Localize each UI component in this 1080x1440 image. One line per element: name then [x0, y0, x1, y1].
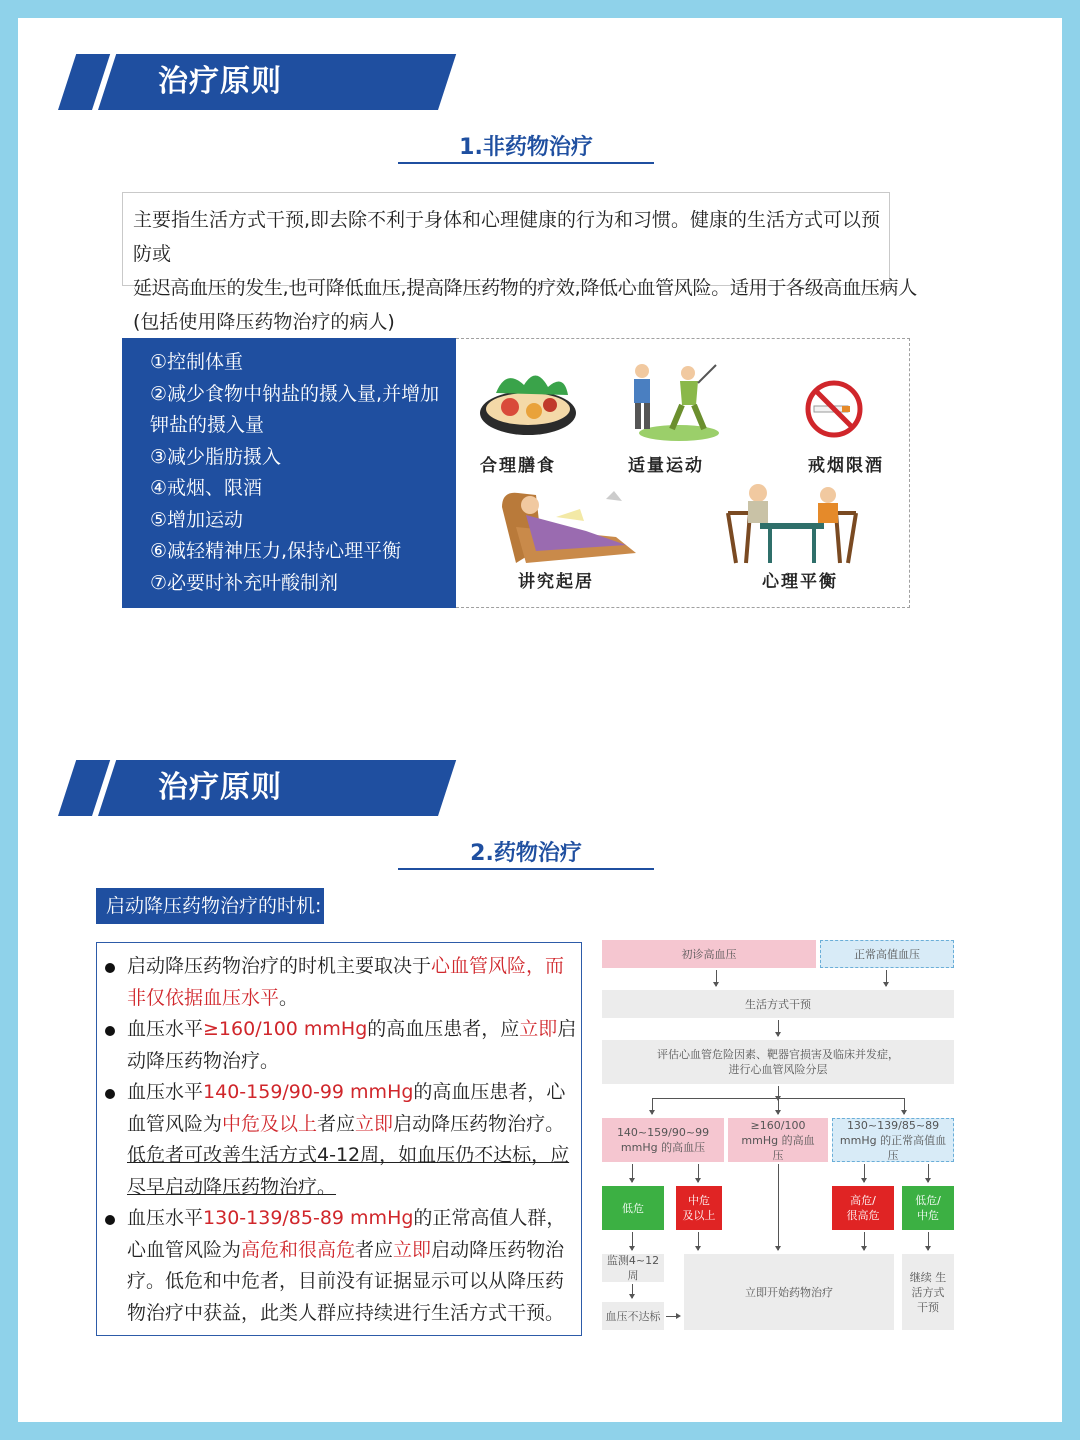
- flow-arrow: [904, 1098, 905, 1114]
- measure-item: 钾盐的摄入量: [150, 414, 265, 436]
- diet-illustration: [476, 363, 580, 439]
- section1-title: 治疗原则: [158, 64, 282, 99]
- bullet-text: [127, 1018, 576, 1072]
- flow-mid-or-above: 中危 及以上: [676, 1186, 722, 1230]
- bullet-segment: 130-139/85-89 mmHg: [203, 1207, 414, 1229]
- bullet-segment: 启动降压药物治疗。低危和中危者，目前没有证据显示可以从降压药物治疗中获益，此类人群应持续进行生活方式干预。: [127, 1238, 565, 1324]
- bullet-segment: 的正常高值人群，心血管风险为: [127, 1207, 566, 1261]
- diet-label: 合理膳食: [480, 456, 556, 476]
- flow-arrow: [864, 1164, 865, 1182]
- exercise-label: 适量运动: [628, 456, 704, 476]
- flow-continue-lifestyle: 继续 生活方式 干预: [902, 1254, 954, 1330]
- flow-arrow: [652, 1098, 653, 1114]
- timing-bullets: [96, 942, 582, 1336]
- flow-monitor: 监测4~12周: [602, 1254, 664, 1282]
- no-smoking-icon: [802, 379, 866, 439]
- mental-balance-illustration: [724, 483, 864, 567]
- section2-header: [58, 760, 458, 816]
- measure-item: ③减少脂肪摄入: [150, 445, 282, 468]
- bullet-dot: [105, 1089, 115, 1099]
- flow-initial-htn: 初诊高血压: [602, 940, 816, 968]
- bullet-item: [105, 1077, 577, 1203]
- bullet-segment: 血压水平: [127, 1018, 204, 1040]
- section2-subtitle: 2.药物治疗: [470, 841, 582, 866]
- bullet-segment: 启动降压药物治疗的时机主要取决于: [127, 955, 432, 977]
- page: [18, 18, 1062, 1422]
- intro-line: (包括使用降压药物治疗的病人): [133, 311, 395, 333]
- intro-line: 延迟高血压的发生,也可降低血压,提高降压药物的疗效,降低心血管风险。适用于各级高血压病人: [133, 277, 917, 299]
- flow-assess: 评估心血管危险因素、靶器官损害及临床并发症，进行心血管风险分层: [602, 1040, 954, 1084]
- flow-arrow: [778, 1164, 779, 1250]
- bullet-segment: 者应: [355, 1238, 394, 1261]
- bullet-dot: [105, 963, 115, 973]
- exercise-illustration: [624, 359, 724, 443]
- flow-arrow: [928, 1164, 929, 1182]
- flow-arrow: [778, 1020, 779, 1036]
- bullet-segment: 启动降压药物治疗。: [393, 1112, 565, 1135]
- flow-arrow: [716, 970, 717, 986]
- measure-item: ①控制体重: [150, 351, 244, 373]
- mental-label: 心理平衡: [762, 572, 838, 592]
- flow-grade1: 140~159/90~99 mmHg 的高血压: [602, 1118, 724, 1162]
- section1-header: [58, 54, 458, 110]
- flow-normal-high-range: 130~139/85~89 mmHg 的正常高值血压: [832, 1118, 954, 1162]
- flow-bp-not-reached: 血压不达标: [602, 1302, 664, 1330]
- bullet-segment: 的高血压患者，心血管风险为: [127, 1081, 566, 1135]
- bullet-segment: 高危和很高危: [241, 1238, 356, 1261]
- flow-grade2: ≥160/100 mmHg 的高血压: [728, 1118, 828, 1162]
- bullet-segment: ≥160/100 mmHg: [203, 1018, 368, 1040]
- bullet-dot: [105, 1026, 115, 1036]
- bullet-segment: 中危及以上: [222, 1112, 318, 1135]
- section1-subtitle: 1.非药物治疗: [459, 135, 593, 160]
- flow-arrow: [864, 1232, 865, 1250]
- flow-normal-high: 正常高值血压: [820, 940, 954, 968]
- intro-paragraph: [122, 192, 917, 333]
- rest-label: 讲究起居: [518, 572, 594, 592]
- no-smoking-label: 戒烟限酒: [808, 456, 884, 476]
- bullet-segment: 启动降压药物治疗。: [127, 1018, 577, 1072]
- measure-item: ⑦必要时补充叶酸制剂: [150, 571, 339, 594]
- measure-item: ⑥减轻精神压力,保持心理平衡: [150, 540, 402, 562]
- flow-arrowhead: [676, 1313, 681, 1319]
- flow-start-drug: 立即开始药物治疗: [684, 1254, 894, 1330]
- bullet-segment: 者应: [317, 1112, 356, 1135]
- flow-high-risk: 高危/ 很高危: [832, 1186, 894, 1230]
- subtitle-underline: [398, 162, 654, 164]
- bullet-segment: 立即: [519, 1018, 558, 1040]
- bullet-segment: 低危者可改善生活方式4-12周，如血压仍不达标，应尽早启动降压药物治疗。: [127, 1144, 570, 1198]
- flow-arrow: [632, 1232, 633, 1250]
- flow-arrow: [632, 1284, 633, 1298]
- flow-arrow: [928, 1232, 929, 1250]
- intro-line: 主要指生活方式干预,即去除不利于身体和心理健康的行为和习惯。健康的生活方式可以预防或: [133, 209, 881, 265]
- bullet-segment: 。: [279, 986, 299, 1009]
- measure-item: ②减少食物中钠盐的摄入量,并增加: [150, 382, 440, 405]
- flow-arrow: [886, 970, 887, 986]
- bullet-dot: [105, 1215, 115, 1225]
- flow-low-mid: 低危/ 中危: [902, 1186, 954, 1230]
- section2-title: 治疗原则: [158, 770, 282, 805]
- flow-arrow: [698, 1164, 699, 1182]
- bullet-item: [105, 951, 577, 1014]
- bullet-item: [105, 1203, 577, 1329]
- bullet-segment: 立即: [393, 1238, 432, 1261]
- bullet-segment: 血压水平: [127, 1207, 204, 1229]
- bullet-segment: 立即: [355, 1112, 394, 1135]
- bullet-segment: 的高血压患者，应: [367, 1018, 520, 1040]
- flow-lifestyle: 生活方式干预: [602, 990, 954, 1018]
- flow-arrow: [698, 1232, 699, 1250]
- flow-low-risk: 低危: [602, 1186, 664, 1230]
- subtitle-underline: [398, 868, 654, 870]
- lifestyle-illustrations: [456, 338, 910, 608]
- measure-item: ④戒烟、限酒: [150, 477, 263, 499]
- rest-illustration: [496, 487, 646, 571]
- measures-list: [122, 338, 456, 608]
- bullet-segment: 140-159/90-99 mmHg: [203, 1081, 414, 1103]
- bullet-text: [127, 1207, 565, 1324]
- measure-item: ⑤增加运动: [150, 508, 244, 531]
- bullet-item: [105, 1014, 577, 1077]
- flow-arrow: [632, 1164, 633, 1182]
- bullet-text: [127, 1081, 569, 1198]
- bullet-segment: 血压水平: [127, 1081, 204, 1103]
- bullet-segment: 心血管风险，而非仅依据血压水平: [127, 955, 565, 1009]
- timing-label: 启动降压药物治疗的时机:: [96, 888, 324, 924]
- bullet-text: [127, 955, 564, 1009]
- flow-arrow: [778, 1098, 779, 1114]
